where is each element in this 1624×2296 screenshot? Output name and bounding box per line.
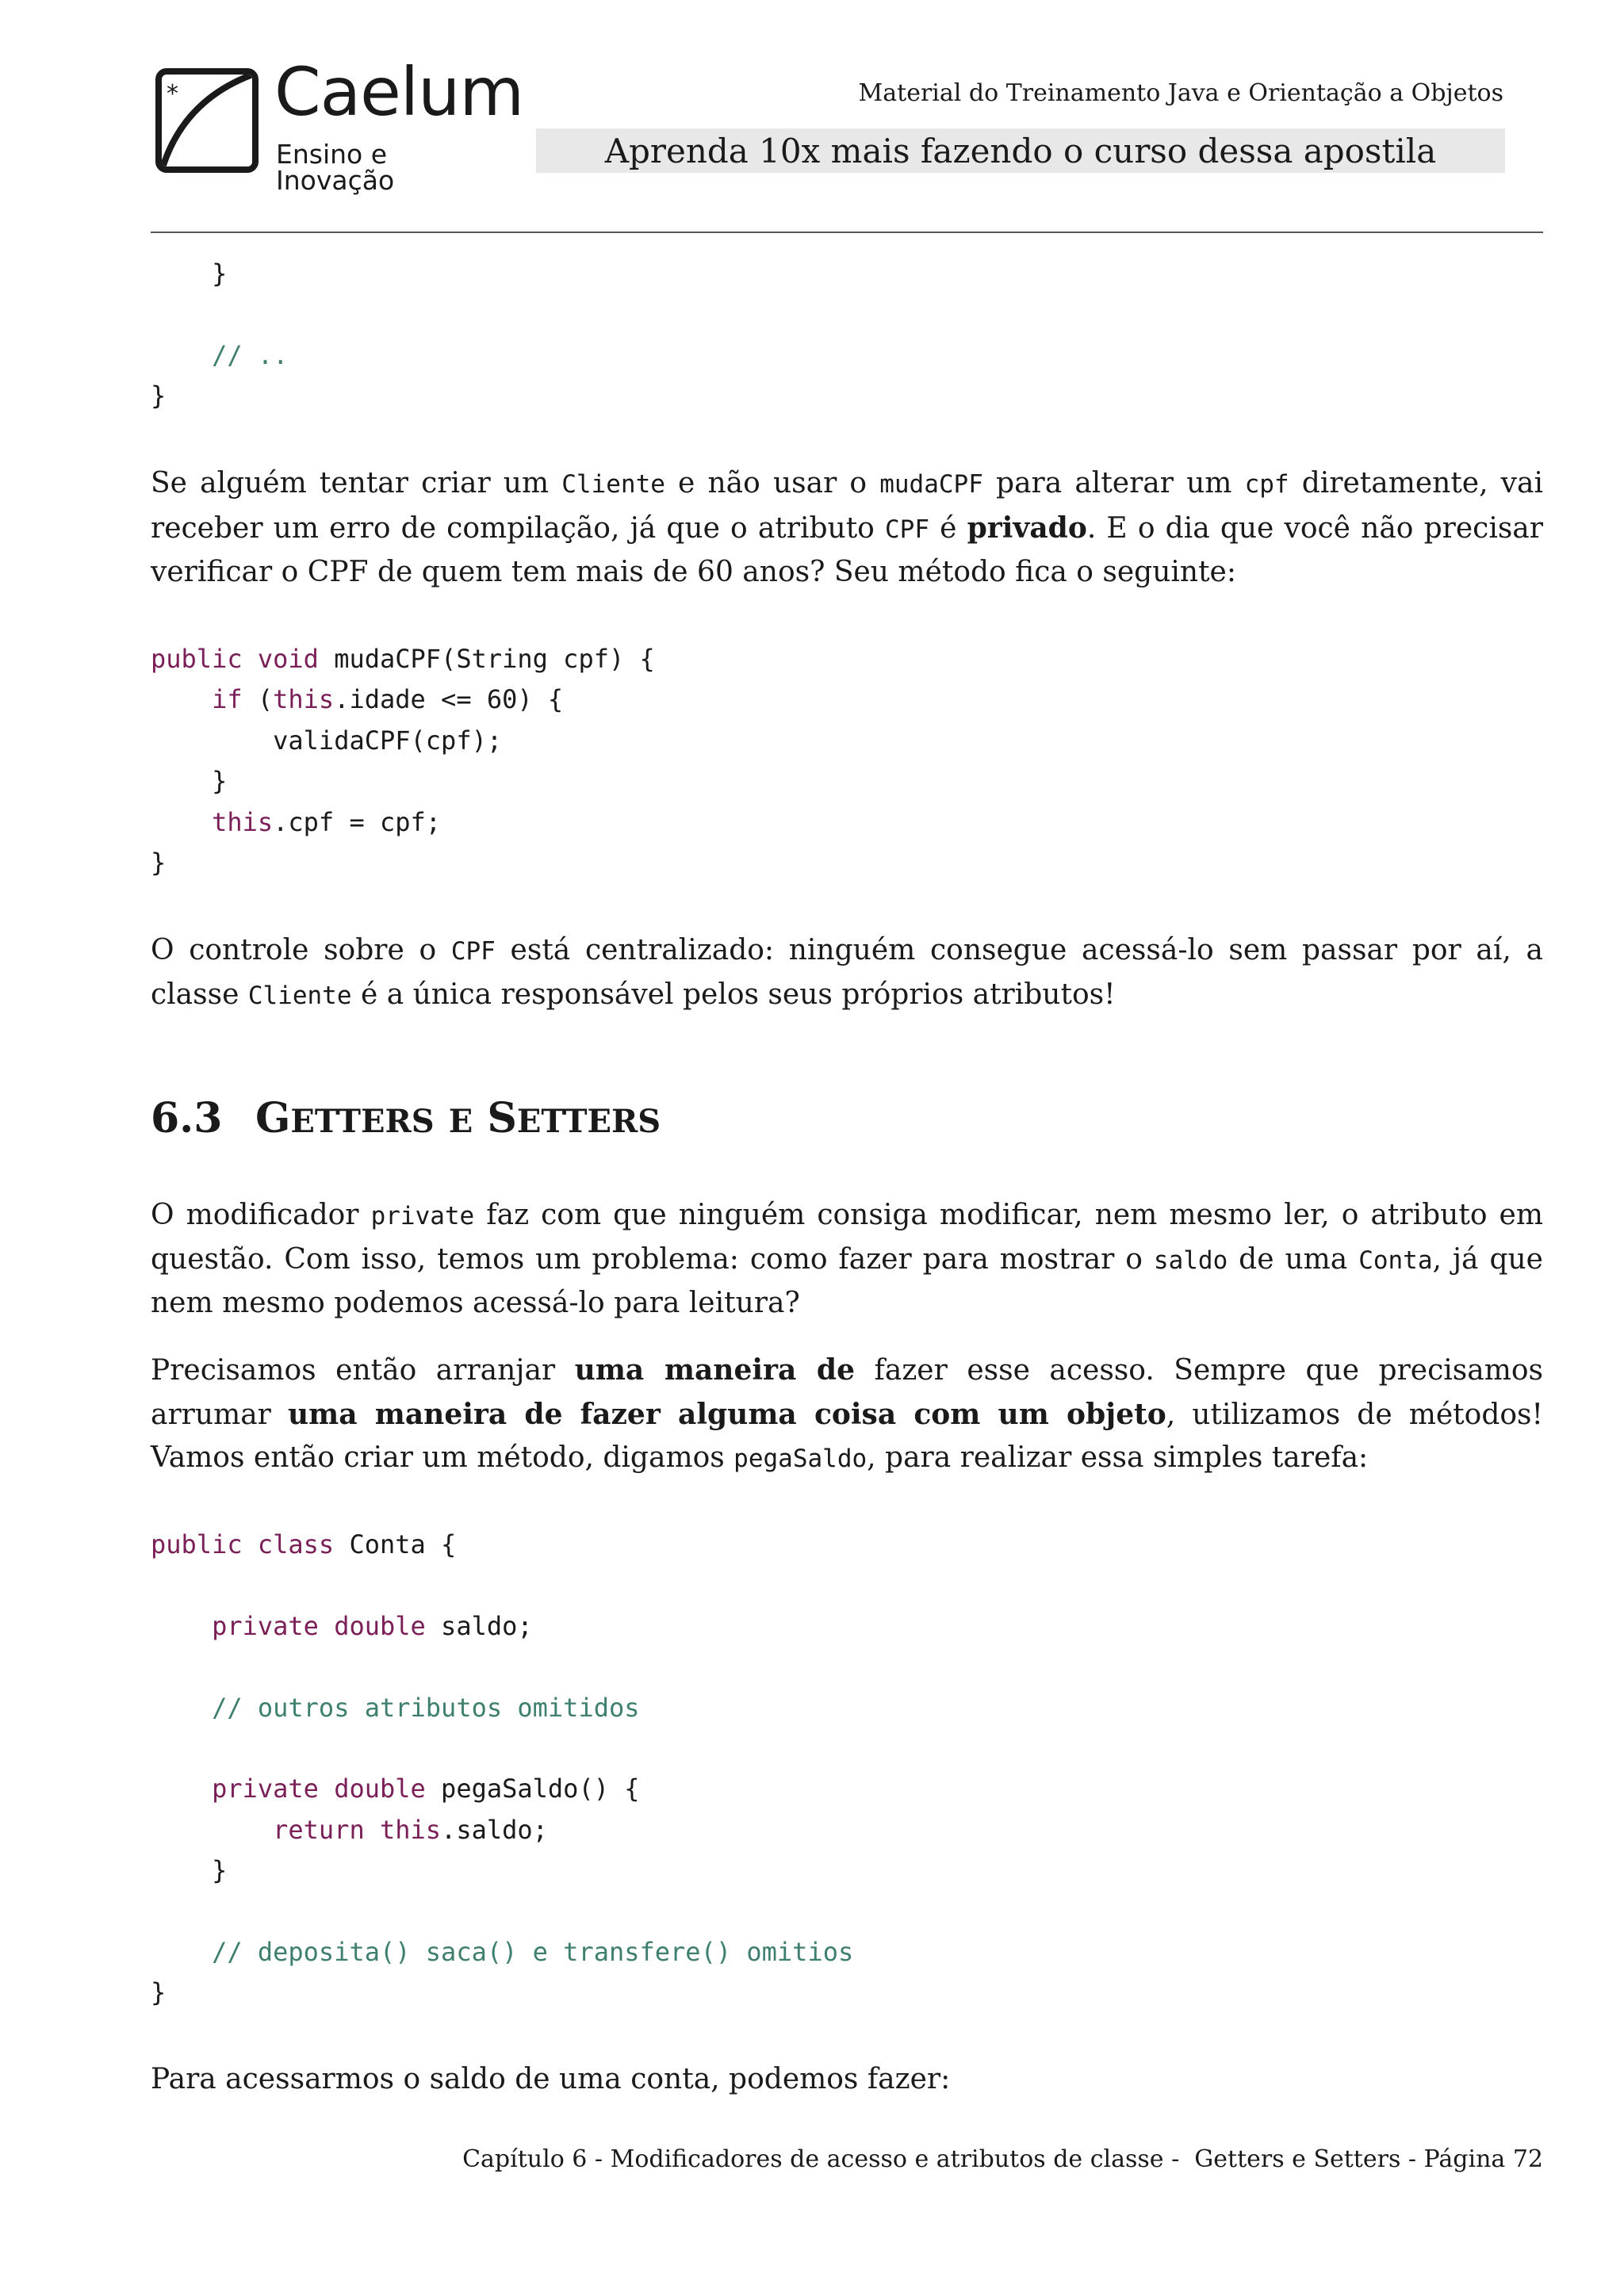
code-comment: // deposita() saca() e transfere() omitios bbox=[212, 1936, 854, 1967]
code-line: } bbox=[151, 258, 228, 289]
document-title: Material do Treinamento Java e Orientação a Objetos bbox=[858, 79, 1503, 107]
code-comment: // outros atributos omitidos bbox=[212, 1692, 640, 1723]
inline-code: pegaSaldo bbox=[733, 1445, 868, 1473]
bold-text: privado bbox=[967, 511, 1087, 545]
inline-code: private bbox=[370, 1202, 475, 1230]
code-line bbox=[151, 1892, 853, 1932]
promo-banner[interactable] bbox=[536, 128, 1505, 173]
logo-name: Caelum bbox=[274, 53, 524, 131]
code-line: } bbox=[151, 847, 167, 878]
code-line: public class Conta { bbox=[151, 1529, 457, 1559]
code-line: } bbox=[151, 1977, 167, 2008]
code-line: } bbox=[151, 1855, 228, 1886]
code-block-end-of-class bbox=[151, 254, 288, 417]
code-line: return this.saldo; bbox=[273, 1814, 548, 1845]
header-divider bbox=[151, 232, 1543, 233]
logo-tagline: Ensino e Inovação bbox=[276, 139, 395, 196]
code-line bbox=[151, 1728, 853, 1769]
inline-code: cpf bbox=[1244, 470, 1289, 499]
inline-code: Conta bbox=[1358, 1246, 1433, 1275]
code-line: validaCPF(cpf); bbox=[151, 725, 503, 756]
code-comment: // .. bbox=[151, 339, 289, 370]
code-line bbox=[151, 1647, 853, 1687]
paragraph-private-cpf: Se alguém tentar criar um Cliente e não usar o mudaCPF para alterar um cpf diretamente, vai receber um erro de compilação, já que o atributo CPF é privado. E o dia que você não precisar verificar o CPF de quem tem mais de 60 anos? Seu método fica o seguinte: bbox=[151, 467, 1543, 588]
code-line: public void mudaCPF(String cpf) { bbox=[151, 644, 655, 674]
inline-code: CPF bbox=[450, 937, 496, 966]
inline-code: Cliente bbox=[247, 981, 352, 1010]
promo-text: Aprenda 10x mais fazendo o curso dessa apostila bbox=[604, 132, 1437, 170]
inline-code: saldo bbox=[1153, 1246, 1228, 1275]
code-line: private double pegaSaldo() { bbox=[212, 1774, 640, 1804]
code-line bbox=[151, 1688, 853, 1728]
code-line bbox=[151, 335, 288, 376]
code-line: this.cpf = cpf; bbox=[212, 806, 442, 837]
svg-text:*: * bbox=[167, 80, 178, 108]
paragraph-private-modifier: O modificador private faz com que ninguém consiga modificar, nem mesmo ler, o atributo em questão. Com isso, temos um problema: como fazer para mostrar o saldo de uma Conta, já que nem mesmo podemos acessá-lo para leitura? bbox=[151, 1199, 1543, 1319]
inline-code: Cliente bbox=[561, 470, 665, 499]
section-heading: 6.3 GETTERS E SETTERS bbox=[151, 1094, 661, 1142]
paragraph-methods: Precisamos então arranjar uma maneira de fazer esse acesso. Sempre que precisamos arrumar uma maneira de fazer alguma coisa com um objeto, utilizamos de métodos! Vamos então criar um método, digamos pegaSaldo, para realizar essa simples tarefa: bbox=[151, 1353, 1543, 1474]
code-line: } bbox=[151, 766, 228, 797]
paragraph-cpf-control: O controle sobre o CPF está centralizado: ninguém consegue acessá-lo sem passar por aí, a classe Cliente é a única responsável pelos seus próprios atributos! bbox=[151, 934, 1544, 1011]
inline-code: mudaCPF bbox=[879, 470, 983, 499]
code-block-mudacpf bbox=[151, 639, 655, 883]
paragraph-access-balance: Para acessarmos o saldo de uma conta, podemos fazer: bbox=[151, 2063, 951, 2095]
bold-text: uma maneira de bbox=[574, 1353, 856, 1387]
inline-code: CPF bbox=[885, 515, 929, 544]
page-footer: Capítulo 6 - Modificadores de acesso e atributos de classe - Getters e Setters - Página 72 bbox=[462, 2145, 1543, 2173]
bold-text: uma maneira de fazer alguma coisa com um objeto bbox=[287, 1397, 1166, 1431]
section-number: 6.3 bbox=[151, 1094, 223, 1142]
code-line: } bbox=[151, 381, 167, 411]
code-line: private double saldo; bbox=[212, 1610, 533, 1641]
code-block-conta bbox=[151, 1525, 853, 2014]
caelum-logo bbox=[155, 53, 524, 196]
logo-mark bbox=[155, 68, 259, 173]
code-line bbox=[151, 1565, 853, 1605]
code-line bbox=[151, 1932, 853, 1973]
code-line: if (this.idade <= 60) { bbox=[212, 684, 564, 715]
code-line bbox=[151, 294, 288, 335]
